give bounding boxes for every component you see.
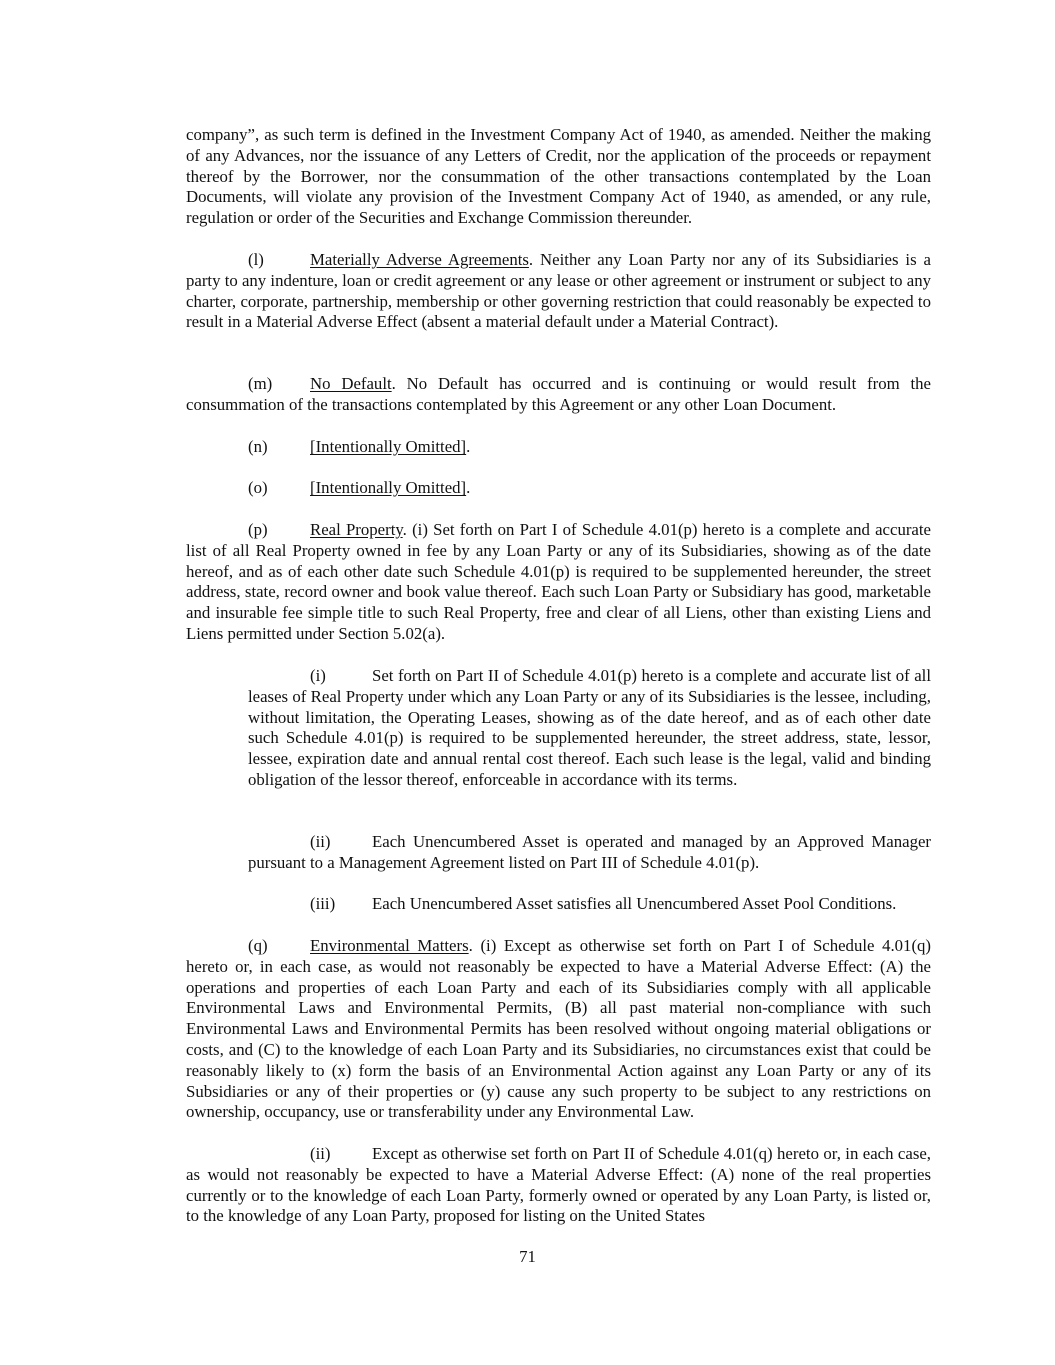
subsection-q-ii [186, 1144, 931, 1227]
section-q [186, 936, 931, 1123]
section-n [186, 437, 931, 458]
section-text: . (i) Except as otherwise set forth on Part I of Schedule 4.01(q) hereto or, in each case, as would not reasonably be expected to have a Material Adverse Effect: (A) the operations and properties of each Loan Party and each of its Subsidiaries comply with all applicable Environmental Laws and Environmental Permits, (B) all past material non-compliance with such Environmental Laws and Environmental Permits has been resolved without ongoing material obligations or costs, and (C) to the knowledge of each Loan Party and its Subsidiaries, no circumstances exist that could be reasonably likely to (x) form the basis of an Environmental Action against any Loan Party or any of its Subsidiaries or any of their properties or (y) cause any such property to be subject to any restrictions on ownership, occupancy, use or transferability under any Environmental Law. [186, 936, 932, 1122]
section-l [186, 250, 931, 333]
section-text: . [466, 437, 471, 456]
subsection-p-iii [248, 894, 931, 915]
section-p [186, 520, 931, 645]
section-heading: [Intentionally Omitted] [310, 478, 467, 497]
section-number: (p) [248, 520, 268, 539]
section-text: . No Default has occurred and is continuing or would result from the consummation of the transactions contemplated by this Agreement or any other Loan Document. [186, 374, 931, 414]
subsection-number: (iii) [310, 894, 336, 913]
section-text: . Neither any Loan Party nor any of its Subsidiaries is a party to any indenture, loan or credit agreement or any lease or other agreement or instrument or subject to any charter, corporate, partnership, membership or other governing restriction that could reasonably be expected to result in a Material Adverse Effect (absent a material default under a Material Contract). [186, 250, 931, 332]
subsection-text: Each Unencumbered Asset satisfies all Unencumbered Asset Pool Conditions. [372, 894, 897, 913]
section-number: (q) [248, 936, 268, 955]
subsection-p-ii [248, 832, 931, 874]
section-heading: No Default [310, 374, 392, 393]
section-number: (o) [248, 478, 268, 497]
subsection-text: Except as otherwise set forth on Part II of Schedule 4.01(q) hereto or, in each case, as would not reasonably be expected to have a Material Adverse Effect: (A) none of the real properties currently or to the knowledge of each Loan Party, formerly owned or operated by any Loan Party, is listed or, to the knowledge of any Loan Party, proposed for listing on the United States [186, 1144, 931, 1226]
section-o [186, 478, 931, 499]
subsection-number: (ii) [310, 1144, 331, 1163]
section-heading: Environmental Matters [310, 936, 469, 955]
section-number: (l) [248, 250, 264, 269]
subsection-number: (ii) [310, 832, 331, 851]
section-number: (n) [248, 437, 268, 456]
subsection-text: Set forth on Part II of Schedule 4.01(p) hereto is a complete and accurate list of all leases of Real Property under which any Loan Party or any of its Subsidiaries is the lessee, including, without limitation, the Operating Leases, showing as of the date hereof, and as of each other date such Schedule 4.01(p) is required to be supplemented hereunder, the street address, state, lessor, lessee, expiration date and annual rental cost thereof. Each such lease is the legal, valid and binding obligation of the lessor thereof, enforceable in accordance with its terms. [248, 666, 931, 789]
subsection-number: (i) [310, 666, 326, 685]
section-heading: Real Property [310, 520, 403, 539]
section-m [186, 374, 931, 416]
section-text: . (i) Set forth on Part I of Schedule 4.01(p) hereto is a complete and accurate list of all Real Property owned in fee by any Loan Party or any of its Subsidiaries, showing as of the date hereof, and as of each other date such Schedule 4.01(p) is required to be supplemented hereunder, the street address, state, record owner and book value thereof. Each such Loan Party or Subsidiary has good, marketable and insurable fee simple title to such Real Property, free and clear of all Liens, other than existing Liens and Liens permitted under Section 5.02(a). [186, 520, 931, 643]
page-number: 71 [519, 1247, 536, 1266]
section-number: (m) [248, 374, 273, 393]
section-text: . [466, 478, 471, 497]
paragraph-text: company”, as such term is defined in the Investment Company Act of 1940, as amended. Neither the making of any Advances, nor the issuance of any Letters of Credit, nor the application of the proceeds or repayment thereof by the Borrower, nor the consummation of the other transactions contemplated by the Loan Documents, will violate any provision of the Investment Company Act of 1940, as amended, or any rule, regulation or order of the Securities and Exchange Commission thereunder. [186, 125, 931, 228]
subsection-p-i [248, 666, 931, 791]
subsection-text: Each Unencumbered Asset is operated and managed by an Approved Manager pursuant to a Management Agreement listed on Part III of Schedule 4.01(p). [248, 832, 931, 872]
section-heading: Materially Adverse Agreements [310, 250, 529, 269]
paragraph-continuation [186, 125, 931, 229]
section-heading: [Intentionally Omitted] [310, 437, 467, 456]
